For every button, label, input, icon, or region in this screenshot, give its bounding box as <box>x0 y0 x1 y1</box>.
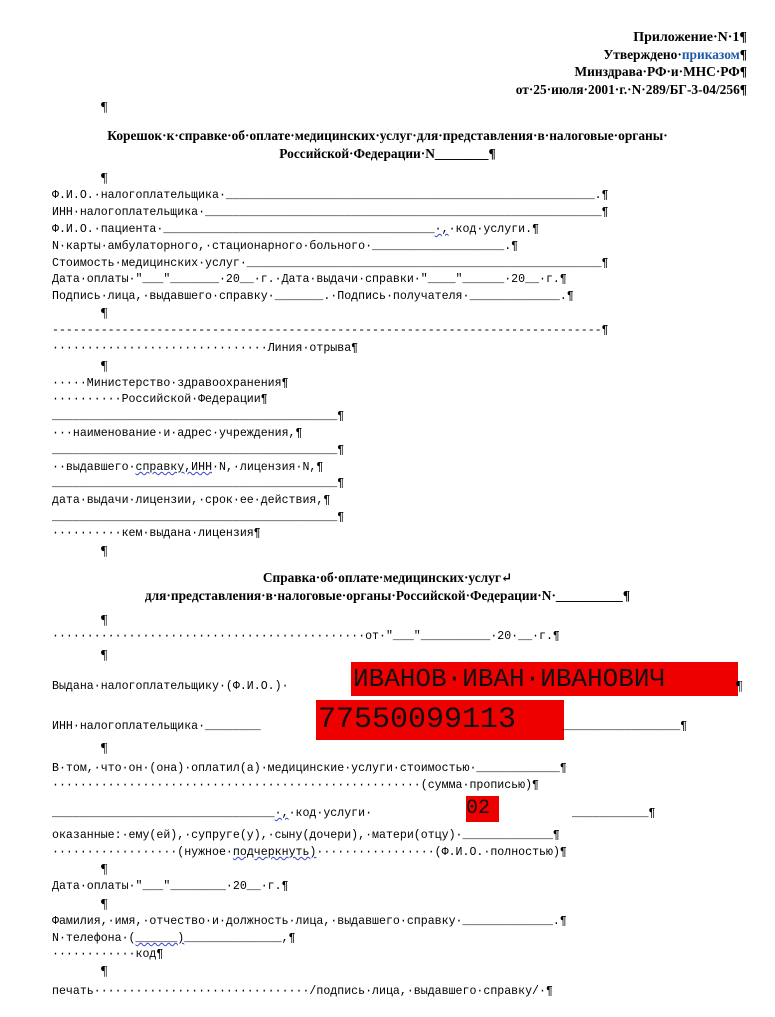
empty-paragraph: ¶ <box>101 897 108 912</box>
stub-card-number: N·карты·амбулаторного,·стационарного·больного·___________________.¶ <box>52 240 519 253</box>
inn-tail: _________________¶ <box>562 720 688 733</box>
spell-mark: ·, <box>434 223 449 236</box>
stub-patient-name <box>52 223 539 236</box>
service-code-tail: ___________¶ <box>572 807 656 820</box>
stub-patient-label: Ф.И.О.·пациента·_______________________________________ <box>52 223 435 236</box>
empty-paragraph: ¶ <box>101 862 108 877</box>
empty-paragraph: ¶ <box>101 306 108 321</box>
empty-paragraph: ¶ <box>101 171 108 186</box>
spell-mark: справку,ИНН <box>135 461 213 474</box>
org-blank-3: _________________________________________¶ <box>52 477 345 490</box>
certificate-title-line1: Справка·об·оплате·медицинских·услуг↵ <box>262 570 513 585</box>
empty-paragraph: ¶ <box>101 741 108 756</box>
empty-paragraph: ¶ <box>101 544 108 559</box>
phone-label: N·телефона·( <box>52 932 136 945</box>
spell-mark: ______) <box>135 932 185 945</box>
stub-taxpayer-inn: ИНН·налогоплательщика·_________________________________________________________¶ <box>52 206 609 219</box>
org-license-label: ·N,·лицензия·N,¶ <box>212 461 324 474</box>
org-issuer-label: ··выдавшего· <box>52 461 136 474</box>
approved-prefix: Утверждено· <box>603 47 682 62</box>
stub-service-code-label: ·код·услуги.¶ <box>448 223 540 236</box>
org-inn-license <box>52 461 323 474</box>
issued-to-label: Выдана·налогоплательщику·(Ф.И.О.)· <box>52 680 289 693</box>
sum-blank: ________________________________ <box>52 807 275 820</box>
org-name-address: ···наименование·и·адрес·учреждения,¶ <box>52 427 303 440</box>
pilcrow-mark: ¶ <box>736 679 743 694</box>
underline-note-dots: ··················(нужное· <box>52 846 233 859</box>
org-ministry: ·····Министерство·здравоохранения¶ <box>52 377 289 390</box>
phone-blank: ______________,¶ <box>184 932 296 945</box>
phone-code-label: ············код¶ <box>52 948 164 961</box>
ministry-line: Минздрава·РФ·и·МНС·РФ¶ <box>574 64 747 79</box>
tear-line: -------------------------------------------------------------------------------¶ <box>52 324 609 337</box>
paid-services-line: В·том,·что·он·(она)·оплатил(а)·медицинские·услуги·стоимостью·____________¶ <box>52 762 567 775</box>
order-link[interactable]: приказом <box>681 47 740 62</box>
stamp-signature-line: печать·······························/подпись·лица,·выдавшего·справку/·¶ <box>52 985 553 998</box>
org-blank-4: _________________________________________¶ <box>52 511 345 524</box>
stub-service-cost: Стоимость·медицинских·услуг·___________________________________________________¶ <box>52 257 609 270</box>
stub-signatures: Подпись·лица,·выдавшего·справку·_______.·Подпись·получателя·_____________.¶ <box>52 290 574 303</box>
service-code-label: ·код·услуги· <box>288 807 373 820</box>
org-license-date: дата·выдачи·лицензии,·срок·ее·действия,¶ <box>52 494 331 507</box>
rendered-to-line: оказанные:·ему(ей),·супруге(у),·сыну(дочери),·матери(отцу)·_____________¶ <box>52 829 560 842</box>
stub-taxpayer-name: Ф.И.О.·налогоплательщика·_____________________________________________________.¶ <box>52 189 609 202</box>
certificate-date: ·············································от·"___"__________·20·__·г.¶ <box>52 630 560 643</box>
empty-paragraph: ¶ <box>101 964 108 979</box>
org-federation: ··········Российской·Федерации¶ <box>52 393 268 406</box>
stub-dates: Дата·оплаты·"___"_______·20__·г.·Дата·выдачи·справки·"____"______·20__·г.¶ <box>52 273 567 286</box>
payment-date: Дата·оплаты·"___"________·20__·г.¶ <box>52 880 289 893</box>
empty-paragraph: ¶ <box>101 613 108 628</box>
empty-paragraph: ¶ <box>101 359 108 374</box>
full-name-label: ·················(Ф.И.О.·полностью)¶ <box>316 846 567 859</box>
approved-by-line <box>603 47 747 63</box>
service-code-value[interactable]: 02 <box>466 796 499 822</box>
stub-title-line2: Российской·Федерации·N________¶ <box>279 146 496 161</box>
pilcrow-mark: ¶ <box>739 47 747 62</box>
spell-mark: ·, <box>274 807 289 820</box>
taxpayer-inn-value[interactable]: 77550099113 <box>316 700 564 740</box>
stub-title-line1: Корешок·к·справке·об·оплате·медицинских·услуг·для·представления·в·налоговые·органы· <box>107 128 668 143</box>
certificate-title-line2: для·представления·в·налоговые·органы·Российской·Федерации·N·__________¶ <box>144 588 631 603</box>
org-blank-2: _________________________________________¶ <box>52 444 345 457</box>
empty-paragraph: ¶ <box>101 648 108 663</box>
empty-paragraph: ¶ <box>101 100 108 115</box>
signer-line: Фамилия,·имя,·отчество·и·должность·лица,·выдавшего·справку·_____________.¶ <box>52 915 567 928</box>
appendix-number: Приложение·N·1¶ <box>633 30 747 45</box>
tear-line-label: ·······························Линия·отрыва¶ <box>52 342 359 355</box>
order-date-line: от·25·июля·2001·г.·N·289/БГ-3-04/256¶ <box>515 82 747 97</box>
taxpayer-name-value[interactable]: ИВАНОВ·ИВАН·ИВАНОВИЧ <box>351 662 738 696</box>
spell-mark: подчеркнуть) <box>232 846 317 859</box>
org-license-issuer: ··········кем·выдана·лицензия¶ <box>52 527 261 540</box>
sum-in-words-label: ·····················································(сумма·прописью)¶ <box>52 779 540 792</box>
underline-note <box>52 846 567 859</box>
inn-label: ИНН·налогоплательщика·________ <box>52 720 261 733</box>
org-blank-1: _________________________________________¶ <box>52 410 345 423</box>
phone-line <box>52 932 296 945</box>
sum-line <box>52 807 372 820</box>
